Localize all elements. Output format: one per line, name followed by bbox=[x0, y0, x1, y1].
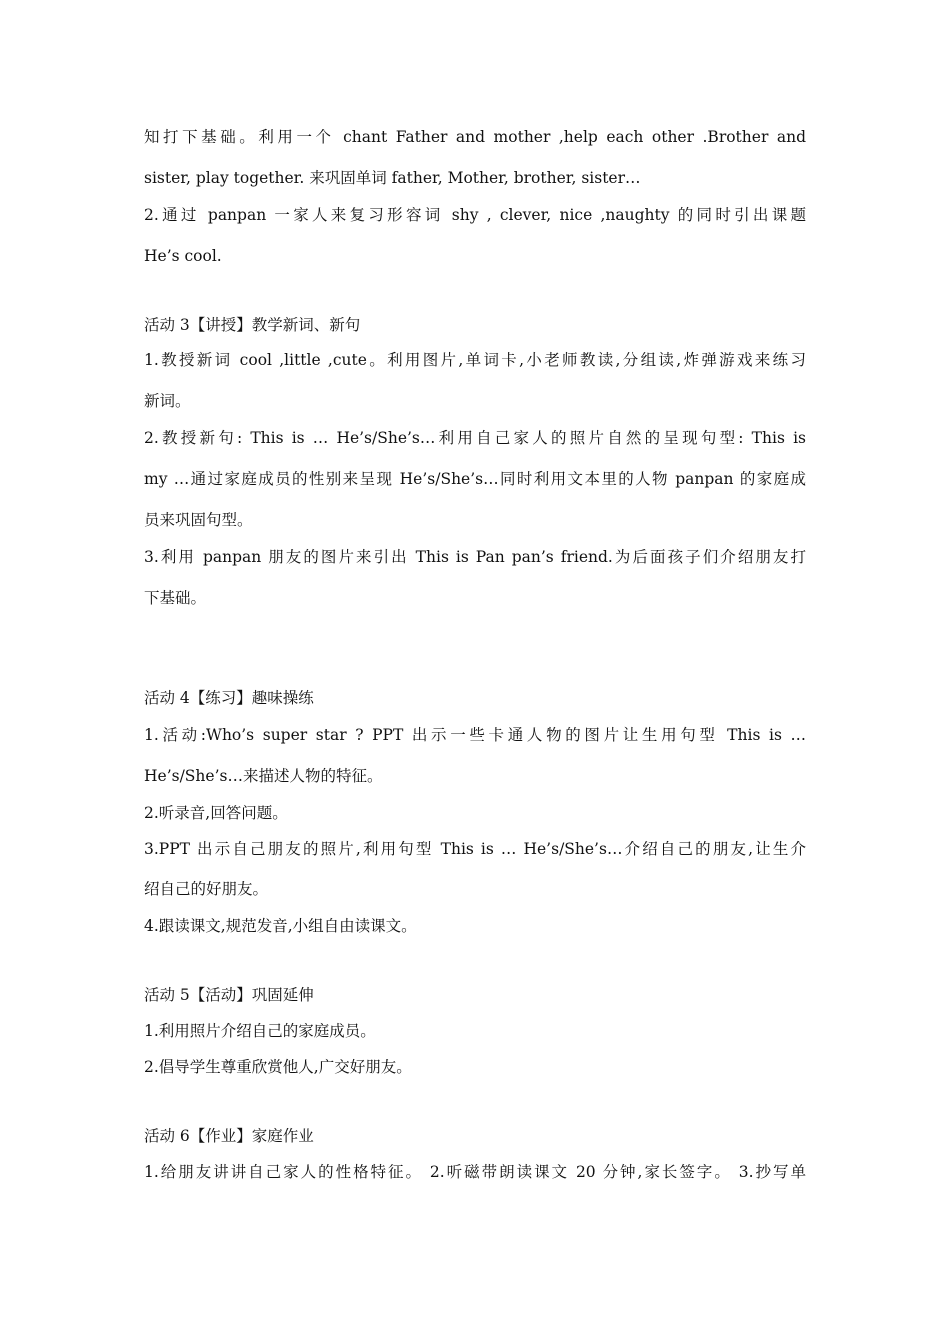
line-1: 知打下基础。利用一个 chant Father and mother ,help each other .Brother and bbox=[144, 128, 806, 146]
line-10: 员来巩固句型。 bbox=[144, 511, 253, 529]
line-15: He’s/She’s…来描述人物的特征。 bbox=[144, 767, 383, 785]
line-11: 3.利用 panpan 朋友的图片来引出 This is Pan pan’s friend.为后面孩子们介绍朋友打 bbox=[144, 548, 806, 566]
line-22: 2.倡导学生尊重欣赏他人,广交好朋友。 bbox=[144, 1058, 412, 1076]
line-16: 2.听录音,回答问题。 bbox=[144, 804, 288, 822]
section-heading-activity-5: 活动 5【活动】巩固延伸 bbox=[144, 986, 314, 1004]
line-7: 新词。 bbox=[144, 392, 191, 410]
line-9: my …通过家庭成员的性别来呈现 He’s/She’s…同时利用文本里的人物 panpan 的家庭成 bbox=[144, 470, 806, 488]
line-19: 4.跟读课文,规范发音,小组自由读课文。 bbox=[144, 917, 417, 935]
section-heading-activity-4: 活动 4【练习】趣味操练 bbox=[144, 689, 314, 707]
line-17: 3.PPT 出示自己朋友的照片,利用句型 This is … He’s/She’s…介绍自己的朋友,让生介 bbox=[144, 840, 806, 858]
line-8: 2.教授新句: This is … He’s/She’s…利用自己家人的照片自然的呈现句型: This is bbox=[144, 429, 806, 447]
line-12: 下基础。 bbox=[144, 589, 207, 607]
line-3: 2.通过 panpan 一家人来复习形容词 shy , clever, nice ,naughty 的同时引出课题 bbox=[144, 206, 806, 224]
line-14: 1.活动:Who’s super star ? PPT 出示一些卡通人物的图片让生用句型 This is … bbox=[144, 726, 806, 744]
section-heading-activity-3: 活动 3【讲授】教学新词、新句 bbox=[144, 316, 361, 334]
line-2: sister, play together. 来巩固单词 father, Mother, brother, sister… bbox=[144, 169, 641, 187]
line-24: 1.给朋友讲讲自己家人的性格特征。 2.听磁带朗读课文 20 分钟,家长签字。 3.抄写单 bbox=[144, 1163, 806, 1181]
line-18: 绍自己的好朋友。 bbox=[144, 880, 269, 898]
line-21: 1.利用照片介绍自己的家庭成员。 bbox=[144, 1022, 376, 1040]
section-heading-activity-6: 活动 6【作业】家庭作业 bbox=[144, 1127, 314, 1145]
line-4: He’s cool. bbox=[144, 247, 222, 265]
line-6: 1.教授新词 cool ,little ,cute。利用图片,单词卡,小老师教读,分组读,炸弹游戏来练习 bbox=[144, 351, 806, 369]
